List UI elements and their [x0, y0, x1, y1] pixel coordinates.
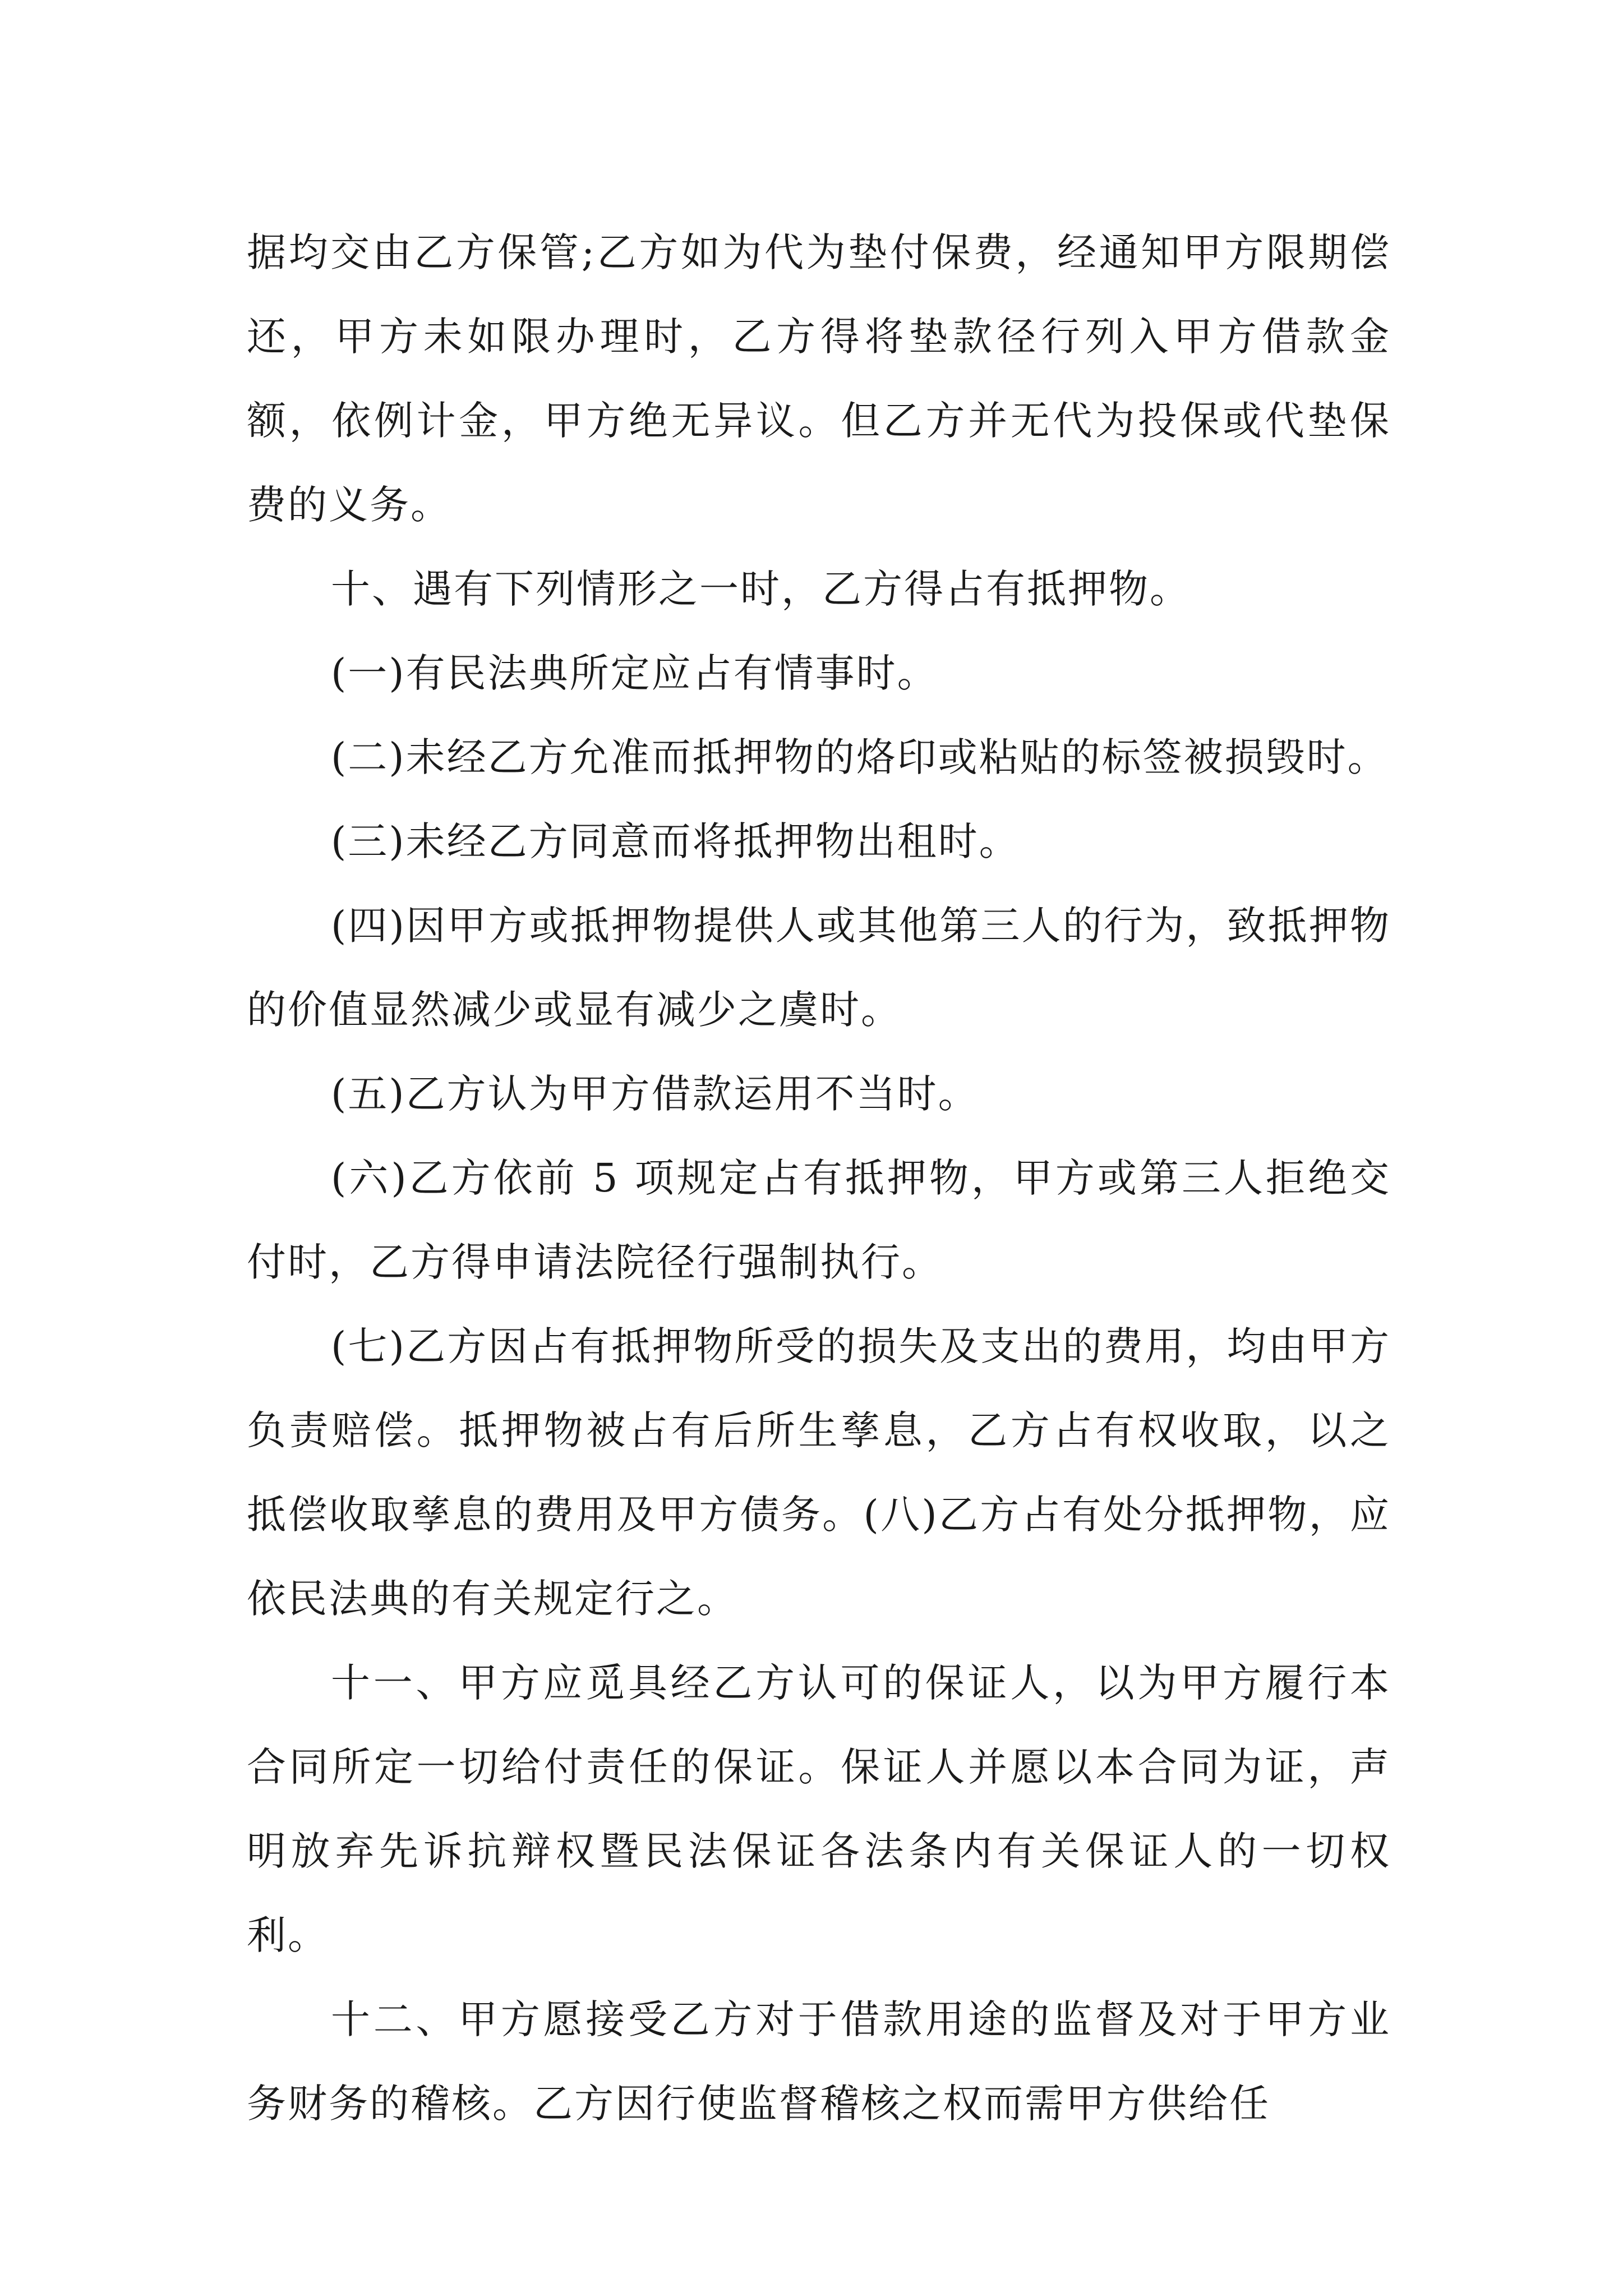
paragraph-item-1: (一)有民法典所定应占有情事时。 [331, 650, 938, 696]
paragraph-item-2: (二)未经乙方允准而抵押物的烙印或粘贴的标签被损毁时。 [331, 734, 1389, 780]
paragraph-item-5: (五)乙方认为甲方借款运用不当时。 [331, 1071, 979, 1117]
paragraph-clause-10: 十、遇有下列情形之一时，乙方得占有抵押物。 [331, 566, 1191, 612]
paragraph-clause-12: 十二、甲方愿接受乙方对于借款用途的监督及对于甲方业务财务的稽核。乙方因行使监督稽核之权而需甲方供给任 [247, 1996, 1391, 2127]
paragraph-item-4: (四)因甲方或抵押物提供人或其他第三人的行为，致抵押物的价值显然减少或显有减少之虞时。 [247, 903, 1391, 1033]
paragraph-continued-insurance: 据均交由乙方保管;乙方如为代为垫付保费，经通知甲方限期偿还，甲方未如限办理时，乙方得将垫款径行列入甲方借款金额，依例计金，甲方绝无异议。但乙方并无代为投保或代垫保费的义务。 [247, 229, 1391, 528]
paragraph-clause-11: 十一、甲方应觅具经乙方认可的保证人，以为甲方履行本合同所定一切给付责任的保证。保证人并愿以本合同为证，声明放弃先诉抗辩权暨民法保证各法条内有关保证人的一切权利。 [247, 1660, 1391, 1958]
document-body [247, 210, 1391, 2146]
paragraph-item-6: (六)乙方依前 5 项规定占有抵押物，甲方或第三人拒绝交付时，乙方得申请法院径行强制执行。 [247, 1155, 1391, 1285]
paragraph-item-3: (三)未经乙方同意而将抵押物出租时。 [331, 818, 1020, 864]
paragraph-item-7: (七)乙方因占有抵押物所受的损失及支出的费用，均由甲方负责赔偿。抵押物被占有后所生孳息，乙方占有权收取，以之抵偿收取孳息的费用及甲方债务。(八)乙方占有处分抵押物，应依民法典的有关规定行之。 [247, 1323, 1391, 1622]
